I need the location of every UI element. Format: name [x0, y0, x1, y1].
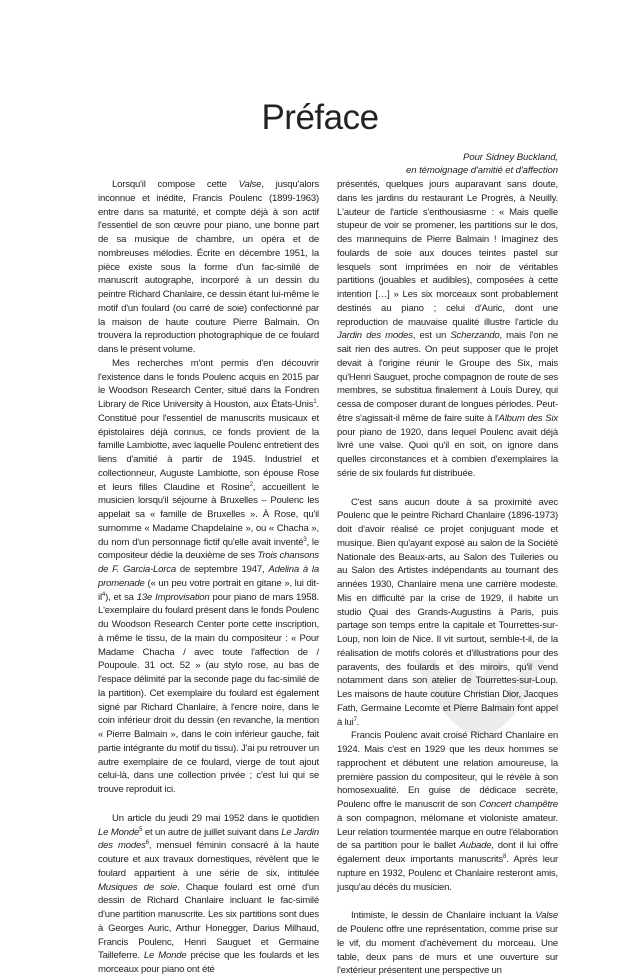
text: , jusqu'alors inconnue et inédite, Francis Poulenc (1899-1963) entre dans sa maturité, et compte déjà à son actif l'essentiel de son œuvre pour piano, une bonne part de sa musique de chambre, un opéra et de nombreuses mélodies. Écrite en décembre 1951, la pièce existe sous la forme d'un fac-similé de manuscrit autographe, incorporé à un dessin du peintre Richard Chanlaire, ce dessin étant lui-même le motif d'un foulard (ou carré de soie) confectionné par la maison de haute couture Pierre Balmain. On trouvera la reproduction photographique de ce foulard dans le présent volume. [98, 179, 319, 355]
paragraph [98, 178, 319, 357]
text: , mais l'on ne sait rien des autres. On peut supposer que le projet devait à l'origine réunir le Groupe des Six, mais qu'Henri Sauguet, proche compagnon de route de ses membres, se substitua finalement à Louis Durey, qui cessa de composer durant de longues périodes. Peut-être s'agissait-il même de faire suite à l' [337, 330, 558, 424]
italic-text: Aubade [459, 840, 492, 852]
text: Francis Poulenc avait croisé Richard Chanlaire en 1924. Mais c'est en 1929 que les deux hommes se rapprochent et débutent une relation amoureuse, la première passion du compositeur, qui le révèle à son homosexualité. En guise de dédicace secrète, Poulenc offre le manuscrit de son [337, 730, 558, 810]
text: précise que les foulards et les morceaux pour piano ont été [98, 950, 319, 975]
paragraph [98, 812, 319, 977]
text: à son compagnon, mélomane et violoniste amateur. Leur relation tourmentée marque en outre l'élaboration de sa partition pour le ballet [337, 812, 558, 852]
italic-text: Musiques de soie [98, 881, 178, 893]
italic-text: 13e Improvisation [136, 591, 210, 603]
text: , dont il lui offre également deux importants manuscrits [337, 840, 558, 865]
footnote-ref: 3 [303, 536, 307, 543]
text: de Poulenc offre une représentation, comme prise sur le vif, du moment d'achèvement du morceau. Une table, deux pans de murs et une ouverture sur l'extérieur présentent une perspective un [337, 924, 558, 977]
text: (« un peu votre portrait en gitane », lui dit-il [98, 577, 319, 603]
text: . Constitué pour l'essentiel de manuscrits musicaux et épistolaires déjà connus, ce fonds provient de la famille Lambiotte, avec laquelle Poulenc entretient des liens d'amitié à partir de 1945. Industriel et collectionneur, Auguste Lambiotte, son épouse Rose et leurs filles Claudine et Rosine [98, 399, 319, 493]
paragraph [337, 178, 558, 481]
footnote-ref: 5 [139, 826, 143, 833]
dedication-line: Pour Sidney Buckland, [463, 152, 558, 163]
text: . [356, 716, 360, 728]
footnote-ref: 6 [145, 840, 149, 847]
italic-text: Valse [535, 910, 558, 922]
italic-text: Le Monde [98, 826, 140, 838]
text: C'est sans aucun doute à sa proximité avec Poulenc que le peintre Richard Chanlaire (1896-1973) doit d'avoir réalisé ce projet conjuguant mode et musique. Bien qu'ayant exposé au salon de la Société Nationale des Beaux-arts, au Salon des Tuileries ou au Salon des Artistes indépendants au tournant des années 1930, Chanlaire mena une carrière modeste. Mis en difficulté par la crise de 1929, il habite un studio Quai des Grands-Augustins à Paris, puis partage son temps entre la capitale et Tourrettes-sur-Loup, non loin de Nice. Il vit surtout, semble-t-il, de la réalisation de motifs colorés et d'illustrations pour des paravents, des foulards et des miroirs, qu'il vend notamment dans son atelier de Tourrettes-sur-Loup. Les maisons de haute couture Christian Dior, Jacques Fath, Germaine Lecomte et Pierre Balmain font appel à lui [337, 496, 558, 728]
text: Mes recherches m'ont permis d'en découvrir l'existence dans le fonds Poulenc acquis en 2015 par le Woodson Research Center, situé dans la Fondren Library de Rice University à Houston, aux États-Unis [98, 357, 319, 410]
italic-text: Concert champêtre [479, 799, 558, 810]
paragraph [337, 729, 558, 894]
left-column [98, 178, 319, 977]
text: pour piano de 1920, dans lequel Poulenc avait déjà livré une valse. Quoi qu'il en soit, on ignore dans quelles circonstances et à combien d'exemplaires la série de six foulards fut distribuée. [337, 426, 558, 479]
page-title: Préface [261, 98, 379, 137]
italic-text: Le Monde [143, 950, 187, 962]
footnote-ref: 4 [101, 591, 106, 598]
text: et un autre de juillet suivant dans [142, 826, 282, 838]
text: de septembre 1947, [176, 564, 269, 575]
dedication [337, 152, 558, 177]
text: pour piano de mars 1958. L'exemplaire du foulard présent dans le fonds Poulenc du Woodson Research Center porte cette inscription, à même le tissu, de la main du compositeur : « Pour Madame Chacha / avec toute l'affection de / Poupoule. 31 oct. 52 » (au stylo rose, au bas de l'espace délimité par la seconde page du fac-similé de la partition). Cet exemplaire du foulard est également signé par Richard Chanlaire, à l'encre noire, dans le coin inférieur droit du dessin (en revanche, la mention « Pierre Balmain », dans le coin inférieur gauche, fait partie intégrante du motif du tissu). J'ai pu retrouver un autre exemplaire de ce foulard, vierge de tout ajout celui-là, dans une collection privée ; c'est lui qui se trouve reproduit ici. [98, 591, 319, 795]
text: , accueillent le musicien lorsqu'il séjourne à Bruxelles – Poulenc les appelait sa « famille de Bruxelles ». À Rose, qu'il surnomme « Madame Chapdelaine », ou « Chacha », du nom d'un personnage fictif qu'elle avait inventé [98, 481, 319, 548]
text: , le compositeur dédie la deuxième de ses [98, 536, 319, 562]
paragraph [98, 357, 319, 797]
paragraph [337, 909, 558, 978]
italic-text: Trois chansons de F. Garcia-Lorca [98, 550, 319, 575]
italic-text: Album des Six [498, 412, 558, 424]
italic-text: Jardin des modes [337, 330, 413, 342]
text: Intimiste, le dessin de Chanlaire incluant la [351, 910, 536, 922]
italic-text: Le Jardin des modes [98, 826, 319, 852]
footnote-ref: 8 [503, 853, 507, 860]
text: présentés, quelques jours auparavant sans doute, dans les jardins du restaurant Le Progrès, à Neuilly. L'auteur de l'article s'enthousiasme : « Mais quelle stupeur de voir se promener, les partitions sur le dos, des mannequins de Pierre Balmain ! Imaginez des foulards de soie aux douces teintes pastel sur lesquels sont imprimées en noir de véritables partitions (jouables et audibles), composées à cette intention […] » Les six morceaux sont probablement destinés au piano ; celui d'Auric, dont une reproduction de mauvaise qualité illustre l'article du [337, 179, 558, 328]
text: . Après leur rupture en 1932, Poulenc et Chanlaire resteront amis, jusqu'au décès du musicien. [337, 854, 558, 893]
text: Un article du jeudi 29 mai 1952 dans le quotidien [112, 812, 319, 824]
text: Lorsqu'il compose cette [112, 179, 239, 190]
footnote-ref: 7 [353, 716, 357, 723]
right-column [337, 178, 558, 978]
italic-text: Adelina à la promenade [98, 564, 320, 589]
italic-text: Valse [238, 179, 262, 190]
italic-text: Scherzando [450, 330, 500, 342]
text: . Chaque foulard est orné d'un dessin de Richard Chanlaire incluant le fac-similé d'une partition manuscrite. Les six partitions sont dues à Georges Auric, Arthur Honegger, Darius Milhaud, Francis Poulenc, Henri Sauguet et Germaine Tailleferre. [98, 881, 319, 962]
dedication-line: en témoignage d'amitié et d'affection [406, 164, 558, 176]
text: , est un [412, 330, 451, 342]
footnote-ref: 2 [249, 481, 253, 488]
text: , mensuel féminin consacré à la haute couture et aux travaux domestiques, révèlent que le foulard appartient à une série de six, intitulée [98, 840, 319, 879]
paragraph [337, 496, 558, 730]
footnote-ref: 1 [313, 398, 317, 405]
text: ), et sa [105, 591, 137, 603]
